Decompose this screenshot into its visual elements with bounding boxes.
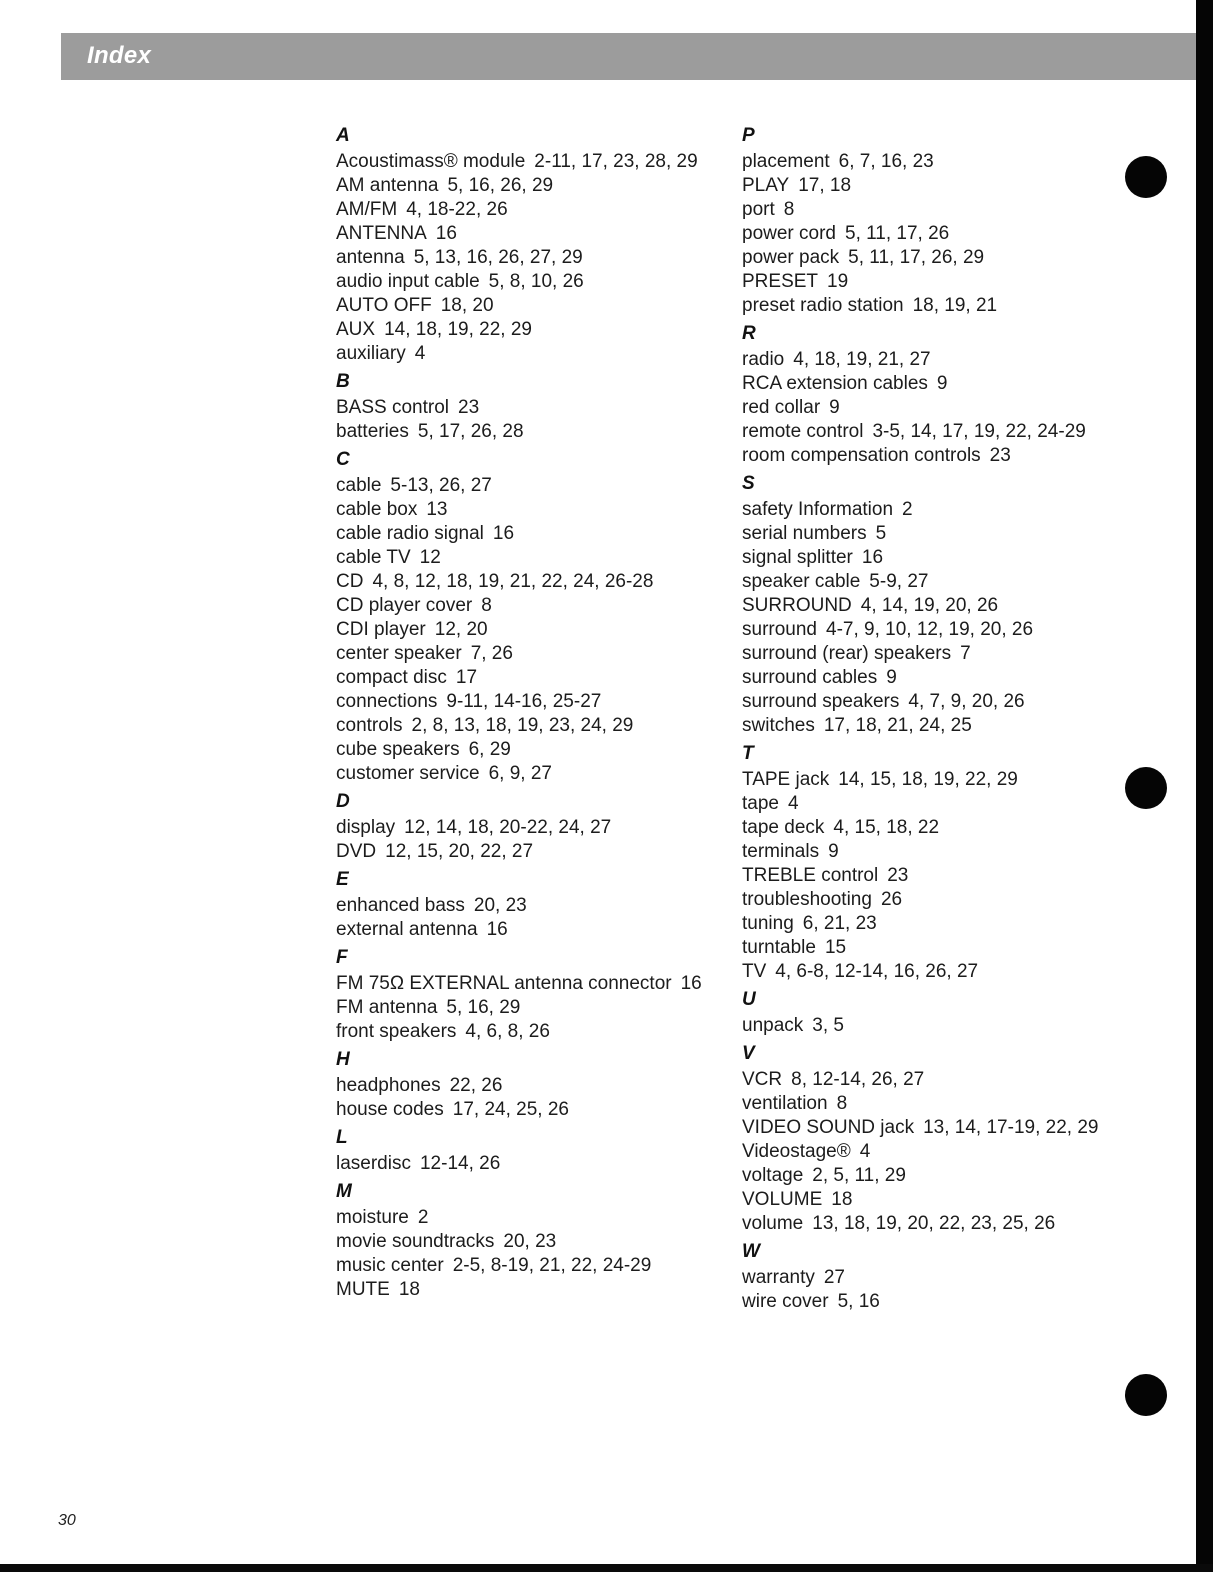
index-term: cable TV [336,547,411,568]
index-term: headphones [336,1075,441,1096]
index-pages: 5, 17, 26, 28 [417,421,524,442]
index-term: surround [742,619,817,640]
index-pages: 16 [861,547,884,568]
index-entry [336,666,736,690]
section-letter: A [336,125,350,146]
index-entry [336,546,736,570]
index-pages: 8 [836,1093,848,1114]
index-pages: 17 [455,667,478,688]
index-entry [742,420,1122,444]
index-term: port [742,199,775,220]
index-pages: 3-5, 14, 17, 19, 22, 24-29 [872,421,1086,442]
index-entry [742,864,1122,888]
index-entry [336,1020,736,1044]
index-term: tuning [742,913,794,934]
index-entry [742,1140,1122,1164]
index-term: preset radio station [742,295,904,316]
section-letter: H [336,1049,350,1070]
index-term: room compensation controls [742,445,981,466]
index-entry [336,1152,736,1176]
index-term: connections [336,691,438,712]
punch-hole [1125,156,1167,198]
index-term: CD [336,571,364,592]
index-entry [742,246,1122,270]
index-pages: 16 [492,523,515,544]
index-section [336,1122,736,1176]
index-pages: 5, 11, 17, 26, 29 [848,247,985,268]
index-term: Videostage® [742,1141,851,1162]
index-term: switches [742,715,815,736]
punch-hole [1125,1374,1167,1416]
index-entry [742,1164,1122,1188]
index-entry [336,246,736,270]
index-term: house codes [336,1099,444,1120]
index-term: audio input cable [336,271,480,292]
section-letter: F [336,947,348,968]
index-entry [336,174,736,198]
index-pages: 18 [831,1189,853,1210]
index-entry [742,642,1122,666]
section-letter: W [742,1241,760,1262]
index-section [742,984,1122,1038]
index-entry [742,348,1122,372]
section-letter: V [742,1043,755,1064]
punch-hole [1125,767,1167,809]
index-pages: 15 [824,937,847,958]
index-pages: 4, 14, 19, 20, 26 [860,595,999,616]
index-pages: 5-13, 26, 27 [390,475,492,496]
index-pages: 7, 26 [470,643,513,664]
index-entry [742,522,1122,546]
index-pages: 17, 24, 25, 26 [452,1099,569,1120]
index-term: CDI player [336,619,426,640]
index-entry [336,222,736,246]
section-letter: C [336,449,350,470]
index-term: turntable [742,937,816,958]
index-pages: 4, 7, 9, 20, 26 [908,691,1025,712]
index-term: signal splitter [742,547,853,568]
index-pages: 23 [887,865,909,886]
index-entry [742,912,1122,936]
index-entry [742,1092,1122,1116]
index-entry [336,1230,736,1254]
index-term: DVD [336,841,377,862]
index-term: ANTENNA [336,223,427,244]
index-entry [742,444,1122,468]
index-pages: 14, 15, 18, 19, 22, 29 [838,769,1018,790]
index-term: Acoustimass® module [336,151,526,172]
index-term: VCR [742,1069,783,1090]
index-term: music center [336,1255,444,1276]
index-entry [742,666,1122,690]
section-letter: B [336,371,350,392]
index-term: VOLUME [742,1189,823,1210]
index-entry [742,840,1122,864]
index-section [336,942,736,1044]
index-term: speaker cable [742,571,861,592]
index-term: display [336,817,396,838]
index-entry [742,294,1122,318]
index-entry [336,618,736,642]
index-term: compact disc [336,667,447,688]
index-pages: 4, 15, 18, 22 [833,817,940,838]
index-pages: 13, 14, 17-19, 22, 29 [923,1117,1099,1138]
index-term: PRESET [742,271,819,292]
index-entry [336,318,736,342]
index-pages: 27 [823,1267,845,1288]
section-letter: D [336,791,350,812]
index-pages: 13 [426,499,448,520]
index-term: cube speakers [336,739,460,760]
index-term: moisture [336,1207,409,1228]
index-column-left [336,124,736,1302]
index-section [742,738,1122,984]
index-entry [742,1014,1122,1038]
index-entry [336,690,736,714]
index-term: terminals [742,841,820,862]
index-pages: 16 [680,973,702,994]
index-term: RCA extension cables [742,373,928,394]
index-entry [336,972,736,996]
index-entry [742,498,1122,522]
index-column-right [742,124,1122,1314]
index-pages: 4 [859,1141,871,1162]
index-entry [336,918,736,942]
index-entry [336,1074,736,1098]
index-section [336,1176,736,1302]
index-pages: 5, 8, 10, 26 [488,271,584,292]
index-pages: 8 [481,595,492,616]
index-pages: 17, 18 [798,175,852,196]
index-pages: 23 [458,397,480,418]
index-entry [336,420,736,444]
section-letter: M [336,1181,352,1202]
index-pages: 5 [875,523,887,544]
index-pages: 2-11, 17, 23, 28, 29 [534,151,698,172]
index-pages: 2 [417,1207,429,1228]
index-entry [336,522,736,546]
index-pages: 9-11, 14-16, 25-27 [446,691,602,712]
index-pages: 26 [880,889,903,910]
index-pages: 17, 18, 21, 24, 25 [823,715,972,736]
index-entry [336,474,736,498]
index-term: radio [742,349,785,370]
index-term: CD player cover [336,595,473,616]
index-entry [742,768,1122,792]
index-term: external antenna [336,919,478,940]
index-entry [742,936,1122,960]
index-pages: 5-9, 27 [869,571,929,592]
index-entry [742,714,1122,738]
index-pages: 14, 18, 19, 22, 29 [384,319,532,340]
index-term: auxiliary [336,343,406,364]
index-entry [742,174,1122,198]
index-pages: 4, 6, 8, 26 [465,1021,550,1042]
index-entry [742,888,1122,912]
index-entry [336,498,736,522]
index-term: placement [742,151,830,172]
index-pages: 8 [783,199,795,220]
index-pages: 22, 26 [449,1075,503,1096]
index-pages: 12 [419,547,441,568]
index-entry [336,1098,736,1122]
index-term: movie soundtracks [336,1231,495,1252]
index-section [742,318,1122,468]
index-term: AUTO OFF [336,295,432,316]
index-entry [336,270,736,294]
index-pages: 6, 9, 27 [488,763,552,784]
index-pages: 8, 12-14, 26, 27 [791,1069,925,1090]
index-term: volume [742,1213,804,1234]
index-term: cable radio signal [336,523,484,544]
index-term: AUX [336,319,376,340]
index-term: wire cover [742,1291,829,1312]
index-term: cable [336,475,382,496]
index-section [336,366,736,444]
index-term: serial numbers [742,523,867,544]
index-term: troubleshooting [742,889,872,910]
index-pages: 6, 29 [468,739,511,760]
header-bar [61,33,1196,80]
index-term: SURROUND [742,595,852,616]
index-term: tape deck [742,817,825,838]
index-section [336,786,736,864]
index-term: TAPE jack [742,769,830,790]
index-entry [742,1116,1122,1140]
section-letter: E [336,869,349,890]
index-entry [742,816,1122,840]
index-term: AM/FM [336,199,398,220]
index-pages: 9 [886,667,897,688]
index-term: batteries [336,421,409,442]
index-section [742,124,1122,318]
index-entry [742,1212,1122,1236]
index-pages: 5, 11, 17, 26 [845,223,950,244]
index-term: cable box [336,499,418,520]
index-entry [336,642,736,666]
index-pages: 6, 21, 23 [802,913,877,934]
index-term: AM antenna [336,175,439,196]
index-section [336,444,736,786]
index-entry [336,714,736,738]
index-entry [742,1188,1122,1212]
index-entry [336,294,736,318]
index-entry [336,150,736,174]
index-pages: 4, 6-8, 12-14, 16, 26, 27 [775,961,979,982]
index-pages: 2, 8, 13, 18, 19, 23, 24, 29 [411,715,634,736]
index-term: unpack [742,1015,804,1036]
section-letter: S [742,473,755,494]
index-entry [742,546,1122,570]
index-entry [742,222,1122,246]
index-term: FM antenna [336,997,438,1018]
index-term: antenna [336,247,405,268]
index-pages: 20, 23 [503,1231,557,1252]
index-entry [336,894,736,918]
index-term: MUTE [336,1279,390,1300]
index-term: surround cables [742,667,878,688]
index-pages: 9 [828,841,839,862]
index-pages: 4 [787,793,799,814]
index-term: surround (rear) speakers [742,643,952,664]
index-entry [336,816,736,840]
index-term: PLAY [742,175,790,196]
index-pages: 4 [414,343,426,364]
index-term: surround speakers [742,691,900,712]
index-term: TREBLE control [742,865,879,886]
index-term: power pack [742,247,840,268]
index-entry [742,594,1122,618]
index-pages: 4, 18-22, 26 [406,199,508,220]
index-entry [336,840,736,864]
index-entry [742,570,1122,594]
index-entry [336,1206,736,1230]
index-term: voltage [742,1165,804,1186]
index-pages: 20, 23 [473,895,527,916]
index-pages: 12, 14, 18, 20-22, 24, 27 [404,817,612,838]
index-term: remote control [742,421,864,442]
section-letter: T [742,743,754,764]
index-pages: 9 [936,373,948,394]
index-term: enhanced bass [336,895,465,916]
index-pages: 6, 7, 16, 23 [838,151,934,172]
index-pages: 23 [989,445,1011,466]
scan-edge-right [1196,0,1213,1572]
index-pages: 5, 16 [837,1291,880,1312]
index-term: power cord [742,223,836,244]
index-pages: 7 [960,643,971,664]
index-entry [742,792,1122,816]
index-pages: 4, 8, 12, 18, 19, 21, 22, 24, 26-28 [372,571,654,592]
index-entry [742,1290,1122,1314]
index-pages: 9 [829,397,840,418]
index-section [336,124,736,366]
page-title: Index [87,42,152,69]
index-pages: 13, 18, 19, 20, 22, 23, 25, 26 [812,1213,1056,1234]
index-pages: 16 [486,919,508,940]
index-entry [742,396,1122,420]
section-letter: L [336,1127,348,1148]
index-pages: 16 [435,223,457,244]
index-entry [336,996,736,1020]
index-entry [336,198,736,222]
section-letter: U [742,989,756,1010]
index-term: FM 75Ω EXTERNAL antenna connector [336,973,672,994]
index-pages: 3, 5 [812,1015,844,1036]
index-pages: 18, 19, 21 [912,295,998,316]
index-term: TV [742,961,767,982]
index-pages: 4-7, 9, 10, 12, 19, 20, 26 [826,619,1034,640]
index-term: front speakers [336,1021,457,1042]
index-entry [336,762,736,786]
index-term: warranty [742,1267,815,1288]
index-pages: 12, 15, 20, 22, 27 [385,841,534,862]
section-letter: P [742,125,755,146]
index-entry [742,618,1122,642]
index-entry [336,1254,736,1278]
index-pages: 4, 18, 19, 21, 27 [793,349,931,370]
index-term: laserdisc [336,1153,411,1174]
index-entry [742,690,1122,714]
index-entry [336,570,736,594]
index-pages: 5, 13, 16, 26, 27, 29 [413,247,583,268]
index-entry [336,738,736,762]
index-pages: 2, 5, 11, 29 [812,1165,906,1186]
index-entry [336,594,736,618]
index-pages: 18 [398,1279,420,1300]
index-pages: 18, 20 [440,295,494,316]
index-pages: 2 [902,499,913,520]
index-entry [742,372,1122,396]
index-entry [336,342,736,366]
index-term: center speaker [336,643,462,664]
page-number: 30 [58,1512,76,1529]
index-entry [742,270,1122,294]
index-section [336,1044,736,1122]
index-section [742,1038,1122,1236]
index-term: controls [336,715,403,736]
index-pages: 2-5, 8-19, 21, 22, 24-29 [452,1255,652,1276]
index-pages: 5, 16, 26, 29 [447,175,554,196]
index-entry [742,960,1122,984]
scan-edge-bottom [0,1564,1213,1572]
index-entry [336,1278,736,1302]
index-entry [742,198,1122,222]
index-entry [742,150,1122,174]
index-term: BASS control [336,397,449,418]
index-term: red collar [742,397,821,418]
index-entry [742,1266,1122,1290]
index-section [336,864,736,942]
index-section [742,1236,1122,1314]
index-pages: 12, 20 [434,619,488,640]
section-letter: R [742,323,756,344]
index-pages: 5, 16, 29 [446,997,521,1018]
index-section [742,468,1122,738]
index-term: ventilation [742,1093,828,1114]
index-term: safety Information [742,499,894,520]
index-pages: 19 [827,271,849,292]
index-entry [336,396,736,420]
index-term: VIDEO SOUND jack [742,1117,915,1138]
index-term: tape [742,793,779,814]
index-pages: 12-14, 26 [419,1153,501,1174]
index-entry [742,1068,1122,1092]
index-term: customer service [336,763,480,784]
